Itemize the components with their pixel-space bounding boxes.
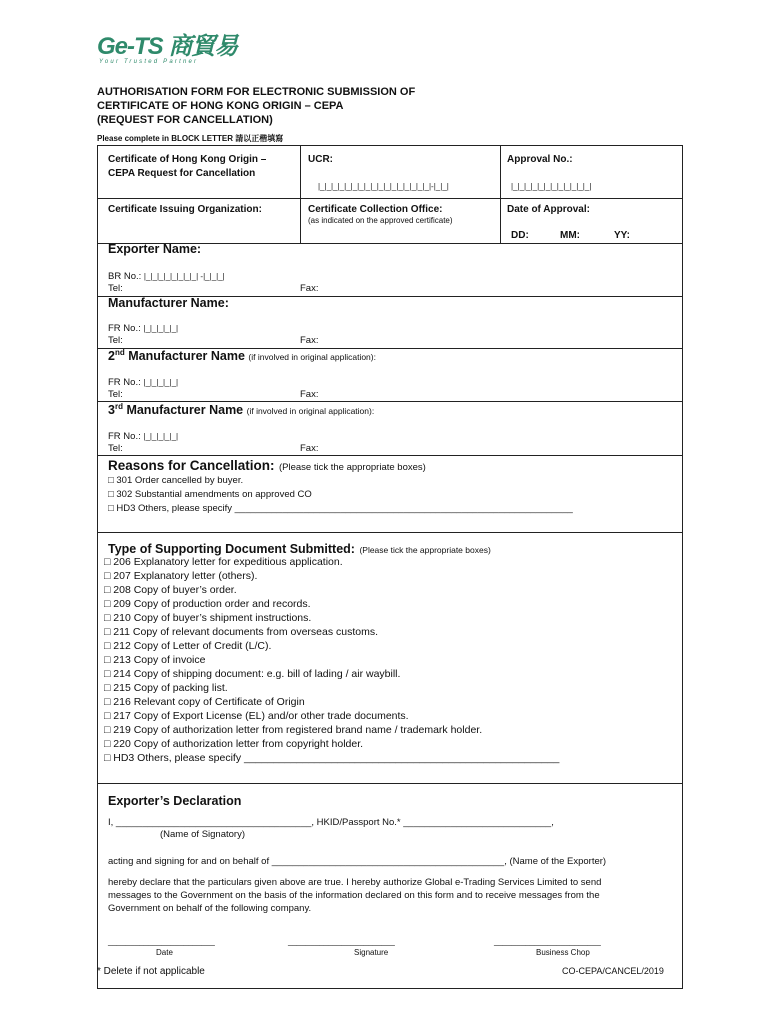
column-divider	[500, 145, 501, 243]
reason-item-302[interactable]: □ 302 Substantial amendments on approved CO	[108, 489, 312, 500]
supporting-doc-item[interactable]: □ 206 Explanatory letter for expeditious application.	[104, 556, 343, 568]
third-manufacturer-tel-label: Tel:	[108, 443, 123, 454]
second-manufacturer-fr-row	[108, 377, 178, 388]
supporting-doc-item[interactable]: □ HD3 Others, please specify ______________________________________________________	[104, 752, 560, 764]
supporting-doc-item[interactable]: □ 207 Explanatory letter (others).	[104, 570, 258, 582]
heading-text: Manufacturer Name	[126, 403, 244, 417]
logo-wordmark: Ge-TS 商貿易	[97, 33, 238, 60]
ordinal-number: 2	[108, 349, 115, 363]
declaration-heading: Exporter’s Declaration	[108, 794, 242, 808]
cert-type-label-1: Certificate of Hong Kong Origin –	[108, 154, 267, 165]
fr-no-label: FR No.:	[108, 323, 141, 334]
heading-note: (if involved in original application):	[246, 406, 375, 416]
declaration-exporter-line[interactable]: acting and signing for and on behalf of ____________________________________________, (Name of the Exporter)	[108, 856, 607, 867]
cert-type-label-2: CEPA Request for Cancellation	[108, 168, 256, 179]
business-chop-label: Business Chop	[536, 948, 590, 957]
manufacturer-fr-row	[108, 323, 178, 334]
declaration-para-1: hereby declare that the particulars given above are true. I hereby authorize Global e-Trading Services Limited to send	[108, 877, 602, 888]
ordinal-number: 3	[108, 403, 115, 417]
approval-year-label: YY:	[614, 230, 630, 241]
signature-label: Signature	[354, 948, 389, 957]
declaration-para-3: Government on behalf of the following company.	[108, 903, 312, 914]
collection-office-label: Certificate Collection Office:	[308, 204, 443, 215]
second-manufacturer-heading	[108, 349, 376, 363]
reasons-heading-text: Reasons for Cancellation:	[108, 458, 275, 473]
supporting-doc-item[interactable]: □ 212 Copy of Letter of Credit (L/C).	[104, 640, 272, 652]
ordinal-suffix: nd	[114, 347, 125, 357]
exporter-tel-label: Tel:	[108, 283, 123, 294]
heading-note: (if involved in original application):	[248, 352, 376, 362]
declaration-para-2: messages to the Government on the basis of the information declared on this form and to receive messages from the	[108, 890, 600, 901]
manufacturer-name-heading: Manufacturer Name:	[108, 296, 229, 310]
divider	[97, 401, 683, 402]
br-no-label: BR No.:	[108, 271, 142, 282]
declaration-signatory-line[interactable]: I, _____________________________________, HKID/Passport No.* ____________________________,	[108, 817, 554, 828]
reasons-heading	[108, 457, 426, 475]
business-chop-line[interactable]: ________________________	[494, 937, 601, 946]
ucr-input-boxes[interactable]: |_|_|_|_|_|_|_|_|_|_|_|_|_|_|_|_|_|-|_|_|	[318, 182, 449, 191]
supporting-doc-item[interactable]: □ 219 Copy of authorization letter from registered brand name / trademark holder.	[104, 724, 483, 736]
collection-office-note: (as indicated on the approved certificate)	[308, 216, 453, 225]
supporting-doc-item[interactable]: □ 220 Copy of authorization letter from copyright holder.	[104, 738, 364, 750]
exporter-fax-label: Fax:	[300, 283, 319, 294]
supporting-heading-text: Type of Supporting Document Submitted:	[108, 542, 355, 556]
date-signature-line[interactable]: ________________________	[108, 937, 215, 946]
fr-no-input-boxes[interactable]: |_|_|_|_|_|	[143, 432, 179, 441]
fr-no-label: FR No.:	[108, 377, 141, 388]
manufacturer-tel-label: Tel:	[108, 335, 123, 346]
divider	[97, 455, 683, 456]
heading-text: Manufacturer Name	[128, 349, 245, 363]
fr-no-input-boxes[interactable]: |_|_|_|_|_|	[143, 324, 179, 333]
third-manufacturer-fax-label: Fax:	[300, 443, 319, 454]
footer-delete-note: * Delete if not applicable	[97, 966, 205, 977]
date-label: Date	[156, 948, 173, 957]
supporting-doc-item[interactable]: □ 214 Copy of shipping document: e.g. bill of lading / air waybill.	[104, 668, 401, 680]
reason-item-301[interactable]: □ 301 Order cancelled by buyer.	[108, 475, 244, 486]
fr-no-input-boxes[interactable]: |_|_|_|_|_|	[143, 378, 179, 387]
supporting-doc-item[interactable]: □ 217 Copy of Export License (EL) and/or other trade documents.	[104, 710, 409, 722]
issuing-org-label: Certificate Issuing Organization:	[108, 204, 262, 215]
supporting-doc-item[interactable]: □ 208 Copy of buyer’s order.	[104, 584, 237, 596]
signatory-name-note: (Name of Signatory)	[160, 829, 246, 840]
br-no-input-boxes[interactable]: |_|_|_|_|_|_|_|_| -|_|_|_|	[143, 272, 225, 281]
reasons-heading-note: (Please tick the appropriate boxes)	[279, 462, 426, 473]
date-of-approval-label: Date of Approval:	[507, 204, 590, 215]
supporting-doc-item[interactable]: □ 211 Copy of relevant documents from overseas customs.	[104, 626, 379, 638]
divider	[97, 198, 683, 199]
reason-item-hd3[interactable]: □ HD3 Others, please specify ________________________________________________________________	[108, 503, 573, 514]
third-manufacturer-fr-row	[108, 431, 178, 442]
logo-tagline: Your Trusted Partner	[99, 59, 199, 65]
exporter-name-heading: Exporter Name:	[108, 242, 202, 256]
manufacturer-fax-label: Fax:	[300, 335, 319, 346]
supporting-doc-item[interactable]: □ 213 Copy of invoice	[104, 654, 206, 666]
column-divider	[300, 145, 301, 243]
supporting-doc-item[interactable]: □ 209 Copy of production order and records.	[104, 598, 311, 610]
form-title-line3: (REQUEST FOR CANCELLATION)	[97, 114, 273, 126]
approval-no-input-boxes[interactable]: |_|_|_|_|_|_|_|_|_|_|_|_|	[511, 182, 592, 191]
approval-month-label: MM:	[560, 230, 580, 241]
supporting-heading-note: (Please tick the appropriate boxes)	[359, 545, 491, 555]
approval-no-label: Approval No.:	[507, 154, 573, 165]
second-manufacturer-fax-label: Fax:	[300, 389, 319, 400]
approval-day-label: DD:	[511, 230, 529, 241]
ucr-label: UCR:	[308, 154, 333, 165]
exporter-br-row	[108, 271, 225, 282]
second-manufacturer-tel-label: Tel:	[108, 389, 123, 400]
fr-no-label: FR No.:	[108, 431, 141, 442]
divider	[97, 783, 683, 784]
supporting-doc-item[interactable]: □ 216 Relevant copy of Certificate of Origin	[104, 696, 305, 708]
supporting-doc-item[interactable]: □ 215 Copy of packing list.	[104, 682, 228, 694]
company-logo	[97, 34, 237, 68]
form-title-line2: CERTIFICATE OF HONG KONG ORIGIN – CEPA	[97, 100, 344, 112]
divider	[97, 532, 683, 533]
form-title-line1: AUTHORISATION FORM FOR ELECTRONIC SUBMISSION OF	[97, 86, 416, 98]
signature-line[interactable]: ________________________	[288, 937, 395, 946]
form-code: CO-CEPA/CANCEL/2019	[562, 966, 664, 976]
ordinal-suffix: rd	[114, 401, 123, 411]
block-letter-instruction: Please complete in BLOCK LETTER 請以正楷填寫	[97, 134, 284, 143]
third-manufacturer-heading	[108, 403, 374, 417]
supporting-doc-item[interactable]: □ 210 Copy of buyer’s shipment instructions.	[104, 612, 312, 624]
